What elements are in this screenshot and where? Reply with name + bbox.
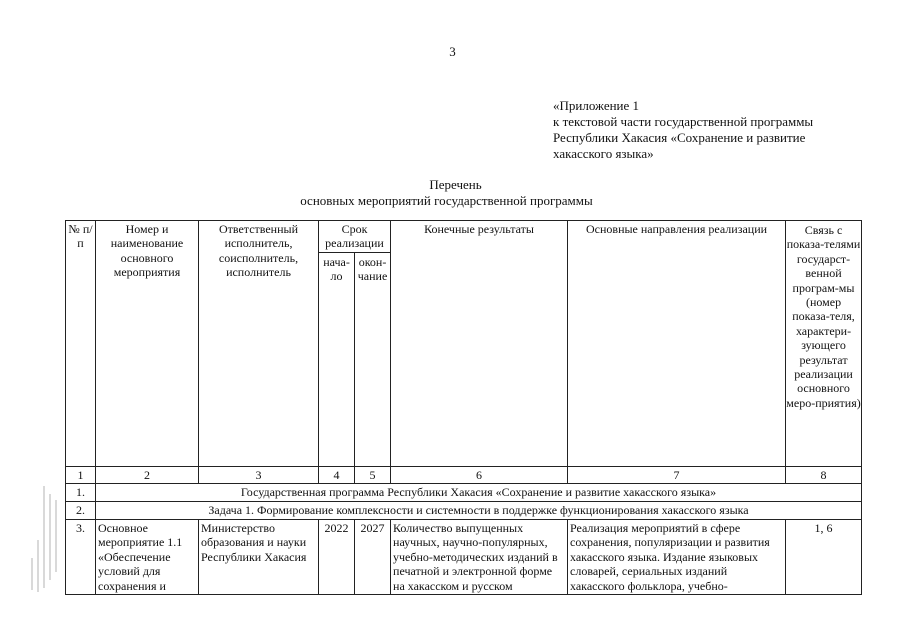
row-number: 1. <box>66 484 96 502</box>
header-results: Конечные результаты <box>391 221 568 467</box>
header-row <box>66 221 862 253</box>
event-end-year: 2027 <box>355 520 391 595</box>
title-line-1: Перечень <box>429 177 482 192</box>
page-number: 3 <box>449 44 456 59</box>
appendix-note <box>553 98 883 162</box>
appendix-line: хакасского языка» <box>553 146 654 161</box>
column-number: 1 <box>66 467 96 484</box>
column-numbers-row <box>66 467 862 484</box>
header-start: нача-ло <box>319 252 355 466</box>
column-number: 7 <box>568 467 786 484</box>
event-row <box>66 520 862 595</box>
event-directions: Реализация мероприятий в сфере сохранения, популяризации и развития хакасского языка. Издание языковых словарей, сериальных изданий хакасского фольклора, учебно- <box>568 520 786 595</box>
column-number: 5 <box>355 467 391 484</box>
header-executor: Ответственный исполнитель, соисполнитель, исполнитель <box>199 221 319 467</box>
header-name: Номер и наименование основного мероприятия <box>96 221 199 467</box>
appendix-line: Республики Хакасия «Сохранение и развитие <box>553 130 806 145</box>
header-term: Срок реализации <box>319 221 391 253</box>
appendix-line: к текстовой части государственной программы <box>553 114 814 129</box>
event-results: Количество выпущенных научных, научно-популярных, учебно-методических изданий в печатной и электронной форме на хакасском и русском <box>391 520 568 595</box>
event-start-year: 2022 <box>319 520 355 595</box>
header-link: Связь с показа-телями государст-венной програм-мы (номер показа-теля, характери-зующего результат реализации основного меро-приятия) <box>786 221 862 467</box>
row-number: 3. <box>66 520 96 595</box>
stamp-graphic <box>14 480 66 595</box>
program-row <box>66 484 862 502</box>
task-row <box>66 502 862 520</box>
column-number: 2 <box>96 467 199 484</box>
margin-stamp <box>14 480 66 595</box>
column-number: 4 <box>319 467 355 484</box>
header-num: № п/п <box>66 221 96 467</box>
event-indicator-link: 1, 6 <box>786 520 862 595</box>
appendix-line: «Приложение 1 <box>553 98 640 113</box>
row-number: 2. <box>66 502 96 520</box>
header-end: окон-чание <box>355 252 391 466</box>
task-title: Задача 1. Формирование комплексности и системности в поддержке функционирования хакасского языка <box>96 502 862 520</box>
list-title <box>0 177 905 209</box>
event-name: Основное мероприятие 1.1 «Обеспечение условий для сохранения и <box>96 520 199 595</box>
header-directions: Основные направления реализации <box>568 221 786 467</box>
column-number: 8 <box>786 467 862 484</box>
events-table <box>65 220 862 595</box>
program-title: Государственная программа Республики Хакасия «Сохранение и развитие хакасского языка» <box>96 484 862 502</box>
column-number: 6 <box>391 467 568 484</box>
title-line-2: основных мероприятий государственной программы <box>300 193 593 208</box>
event-executor: Министерство образования и науки Республики Хакасия <box>199 520 319 595</box>
column-number: 3 <box>199 467 319 484</box>
